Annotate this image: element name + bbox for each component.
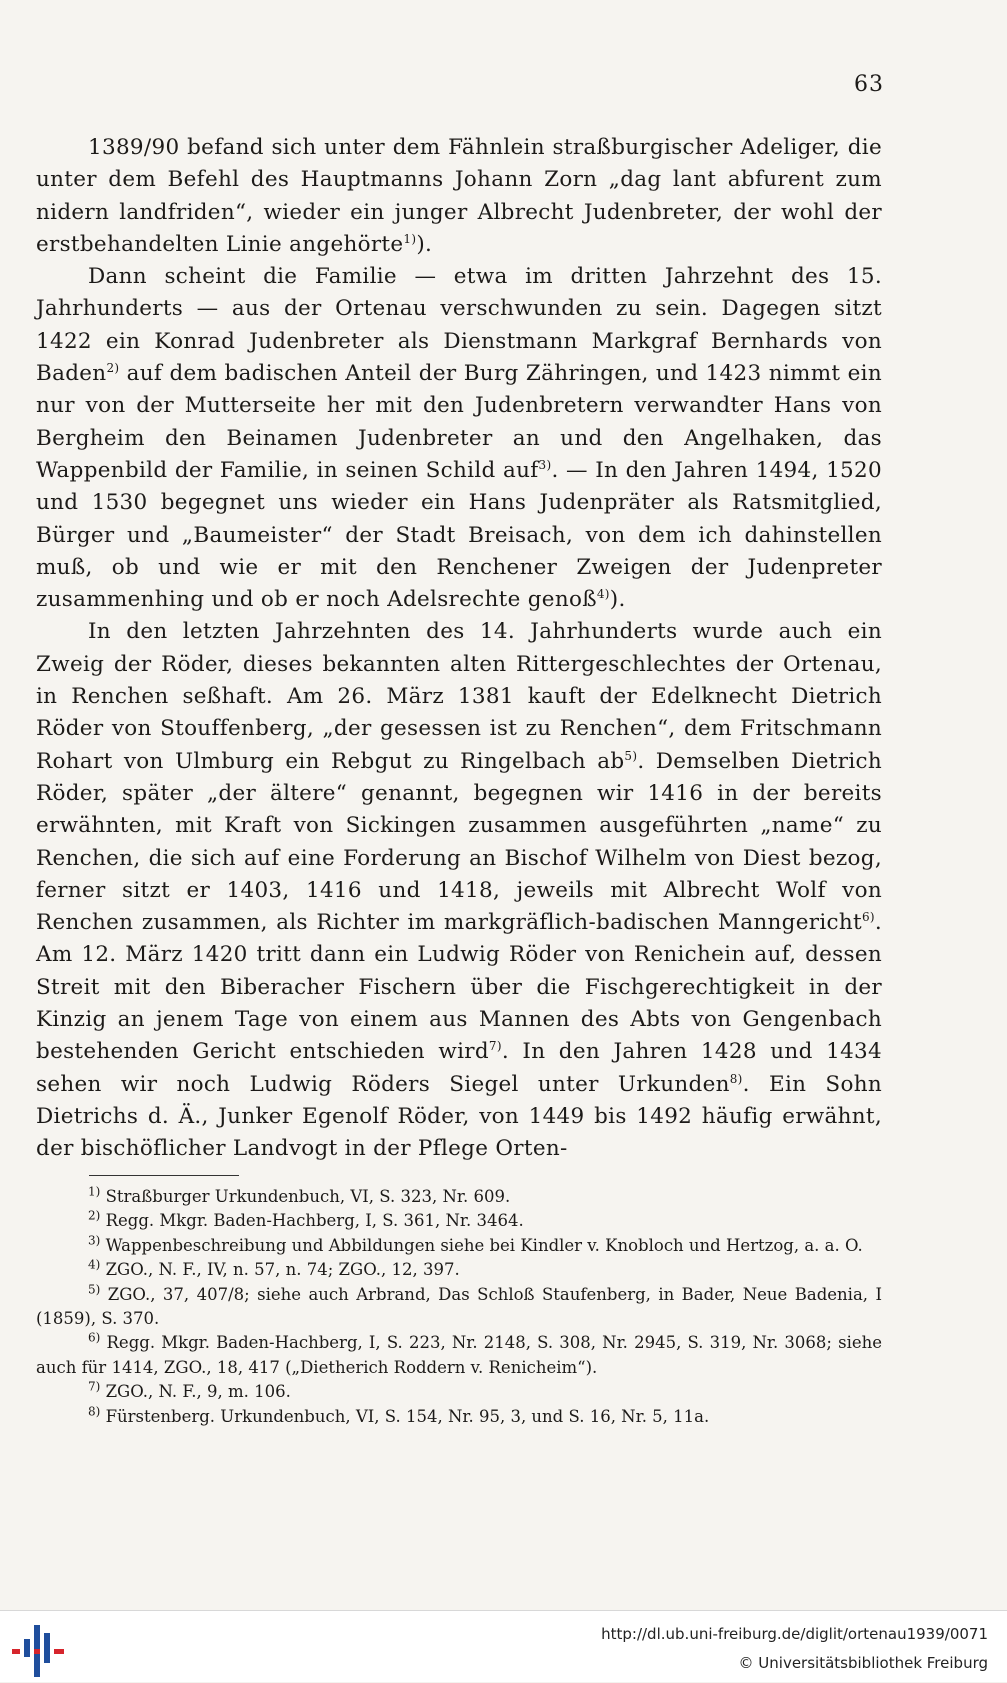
footnote-ref[interactable]: 7) (488, 1039, 502, 1054)
footnote-mark: 7) (88, 1379, 101, 1394)
paragraph-2-seg-2: auf dem badischen Anteil der Burg Zähringen, und 1423 nimmt ein nur von der Mutterseite her mit den Judenbretern verwandter Hans von Bergheim den Beinamen Judenbreter an und den Angelhaken, das Wappenbild der Familie, in seinen Schild auf (36, 361, 882, 483)
paragraph-3-seg-1: In den letzten Jahrzehnten des 14. Jahrhunderts wurde auch ein Zweig der Röder, dieses bekannten alten Rittergeschlechtes der Ortenau, in Renchen seßhaft. Am 26. März 1381 kauft der Edelknecht Dietrich Röder von Stouffenberg, „der gesessen ist zu Renchen“, dem Fritschmann Rohart von Ulmburg ein Rebgut zu Ringelbach ab (36, 619, 882, 774)
paragraph-1-end: ). (416, 231, 433, 257)
paragraph-2 (36, 261, 882, 616)
logo-left-dash (12, 1649, 20, 1654)
footnote-4 (36, 1258, 882, 1282)
logo-left-bar (24, 1639, 30, 1657)
footnote-text: Wappenbeschreibung und Abbildungen siehe bei Kindler v. Knobloch und Hertzog, a. a. O. (105, 1235, 863, 1255)
paragraph-1 (36, 132, 882, 261)
footnote-text: Fürstenberg. Urkundenbuch, VI, S. 154, Nr. 95, 3, und S. 16, Nr. 5, 11a. (105, 1406, 710, 1426)
footnote-2 (36, 1209, 882, 1233)
footnote-mark: 8) (88, 1404, 101, 1419)
logo-graphic (10, 1623, 68, 1679)
footnote-divider (89, 1175, 239, 1176)
footnote-mark: 3) (88, 1233, 101, 1248)
paragraph-1-text: 1389/90 befand sich unter dem Fähnlein straßburgischer Adeliger, die unter dem Befehl des Hauptmanns Johann Zorn „dag lant abfurent zum nidern landfriden“, wieder ein junger Albrecht Judenbreter, der wohl der erstbehandelten Linie angehörte (36, 135, 882, 257)
footnote-mark: 5) (88, 1282, 101, 1297)
footnote-mark: 1) (88, 1184, 101, 1199)
paragraph-3 (36, 616, 882, 1165)
footnote-mark: 6) (88, 1330, 101, 1345)
copyright-notice: © Universitätsbibliothek Freiburg (738, 1654, 988, 1672)
footnote-3 (36, 1234, 882, 1258)
footnote-5 (36, 1283, 882, 1332)
footnote-text: ZGO., 37, 407/8; siehe auch Arbrand, Das Schloß Staufenberg, in Bader, Neue Badenia, I (1859), S. 370. (36, 1284, 882, 1329)
footnote-1 (36, 1185, 882, 1209)
footnote-ref[interactable]: 6) (861, 909, 875, 924)
paragraph-3-seg-2: . Demselben Dietrich Röder, später „der ältere“ genannt, begegnen wir 1416 in der bereits erwähnten, mit Kraft von Sickingen zusammen ausgeführten „name“ zu Renchen, die sich auf eine Forderung an Bischof Wilhelm von Diest bezog, ferner sitzt er 1403, 1416 und 1418, jeweils mit Albrecht Wolf von Renchen zusammen, als Richter im markgräflich-badischen Manngericht (36, 748, 882, 936)
footnote-text: Regg. Mkgr. Baden-Hachberg, I, S. 361, Nr. 3464. (105, 1211, 524, 1231)
footnote-ref[interactable]: 4) (596, 587, 610, 601)
footnote-ref[interactable]: 3) (538, 457, 552, 472)
footnotes (36, 1185, 882, 1429)
footnote-text: ZGO., N. F., IV, n. 57, n. 74; ZGO., 12, 397. (105, 1260, 460, 1280)
footnote-6 (36, 1331, 882, 1380)
footnote-ref[interactable]: 2) (106, 360, 120, 375)
footnote-text: Straßburger Urkundenbuch, VI, S. 323, Nr. 609. (105, 1187, 511, 1206)
footnote-7 (36, 1380, 882, 1404)
paragraph-2-seg-3: . — In den Jahren 1494, 1520 und 1530 begegnet uns wieder ein Hans Judenpräter als Ratsmitglied, Bürger und „Baumeister“ der Stadt Breisach, von dem ich dahinstellen muß, ob und wie er mit den Renchener Zweigen der Judenpreter zusammenhing und ob er noch Adelsrechte genoß (36, 457, 882, 613)
footnote-mark: 4) (88, 1257, 101, 1272)
footnote-mark: 2) (88, 1208, 101, 1223)
footnote-8 (36, 1405, 882, 1429)
logo-right-bar (44, 1633, 50, 1663)
paragraph-3-seg-5: . Ein Sohn Dietrichs d. Ä., Junker Egenolf Röder, von 1449 bis 1492 häufig erwähnt, der bischöflicher Landvogt in der Pflege Orten- (36, 1071, 882, 1162)
page-number: 63 (854, 72, 884, 97)
viewer-footer (0, 1610, 1007, 1682)
permalink-url[interactable]: http://dl.ub.uni-freiburg.de/diglit/ortenau1939/0071 (601, 1625, 988, 1643)
footnote-ref[interactable]: 8) (729, 1071, 743, 1086)
library-logo-icon[interactable] (10, 1623, 68, 1679)
footnote-ref[interactable]: 5) (624, 748, 638, 763)
footnote-text: Regg. Mkgr. Baden-Hachberg, I, S. 223, Nr. 2148, S. 308, Nr. 2945, S. 319, Nr. 3068; siehe auch für 1414, ZGO., 18, 417 („Dietherich Roddern v. Renicheim“). (36, 1333, 882, 1377)
logo-right-dash (54, 1649, 64, 1654)
footnote-text: ZGO., N. F., 9, m. 106. (105, 1382, 291, 1402)
paragraph-3-seg-4: . In den Jahren 1428 und 1434 sehen wir noch Ludwig Röders Siegel unter Urkunden (36, 1039, 883, 1097)
paragraph-2-seg-4: ). (609, 587, 626, 613)
logo-center-dash (34, 1649, 40, 1654)
paragraph-3-seg-3: . Am 12. März 1420 tritt dann ein Ludwig Röder von Renichein auf, dessen Streit mit den Biberacher Fischern über die Fischgerechtigkeit in der Kinzig an jenem Tage von einem aus Mannen des Abts von Gengenbach bestehenden Gericht entschieden wird (36, 910, 882, 1065)
footnote-ref[interactable]: 1) (403, 231, 417, 246)
paragraph-2-seg-1: Dann scheint die Familie — etwa im dritten Jahrzehnt des 15. Jahrhunderts — aus der Ortenau verschwunden zu sein. Dagegen sitzt 1422 ein Konrad Judenbreter als Dienstmann Markgraf Bernhards von Baden (36, 264, 882, 387)
body-text (36, 132, 882, 1166)
